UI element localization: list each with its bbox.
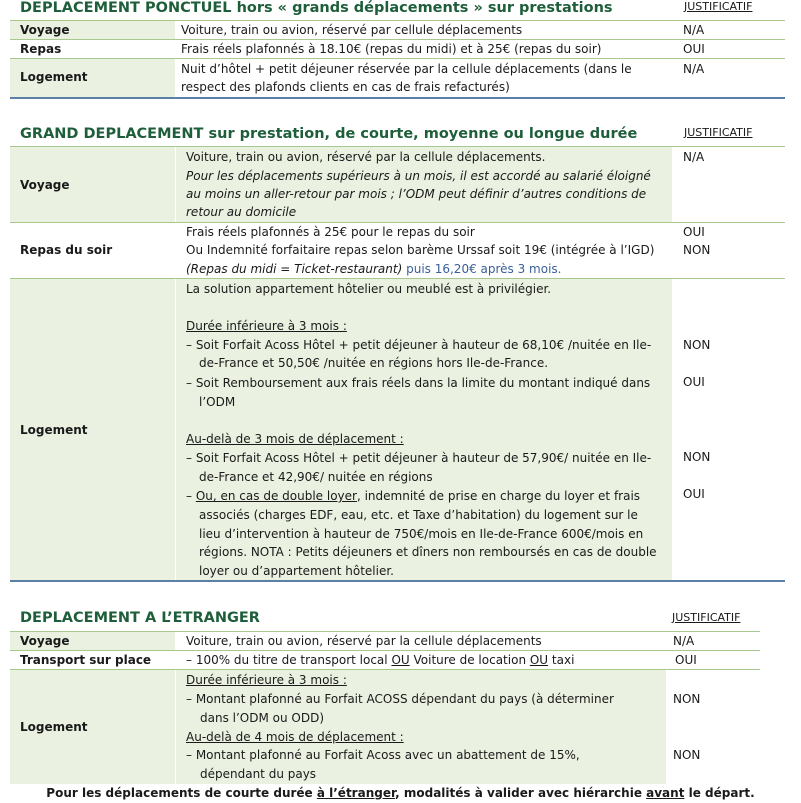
logement-b3-l2: de-France et 42,90€/ nuitée en régions xyxy=(199,470,433,484)
justif-repas-2: NON xyxy=(683,243,711,257)
voyage-italic-3: retour au domicile xyxy=(186,205,297,219)
transport-ou-1: OU xyxy=(391,653,410,667)
section-title-ponctuel: DEPLACEMENT PONCTUEL hors « grands déplacements » sur prestations xyxy=(20,0,613,16)
voyage-line: Voiture, train ou avion, réservé par la cellule déplacements. xyxy=(186,150,546,164)
row-label-logement: Logement xyxy=(20,70,88,84)
row-label-repas: Repas xyxy=(20,42,62,56)
voyage-italic-1: Pour les déplacements supérieurs à un mois, il est accordé au salarié éloigné xyxy=(186,169,651,183)
footer-note xyxy=(0,786,801,800)
logement-b2-l2: l’ODM xyxy=(199,395,236,409)
justif-voyage: N/A xyxy=(683,23,705,37)
etranger-b2-l1: – Montant plafonné au Forfait Acoss avec un abattement de 15%, xyxy=(186,748,580,762)
section-title-etranger: DEPLACEMENT A L’ETRANGER xyxy=(20,610,260,626)
row-label-repas-soir: Repas du soir xyxy=(20,243,113,257)
justif-etranger-b2: NON xyxy=(673,748,701,762)
footer-part-d: avant xyxy=(646,786,685,800)
etranger-voyage-text: Voiture, train ou avion, réservé par la cellule déplacements xyxy=(186,634,542,648)
repas-after-3-months: puis 16,20€ après 3 mois. xyxy=(402,262,562,276)
voyage-italic-2: au moins un aller-retour par mois ; l’ODM peut définir d’autres conditions de xyxy=(186,187,647,201)
justif-etranger-voyage: N/A xyxy=(673,634,695,648)
justif-etranger-b1: NON xyxy=(673,692,701,706)
logement-b4-l2: associés (charges EDF, eau, etc. et Taxe d’habitation) du logement sur le xyxy=(199,508,638,522)
repas-line-3 xyxy=(186,260,562,278)
justificatif-header: JUSTIFICATIF xyxy=(684,0,753,13)
etranger-sub-over-4: Au-delà de 4 mois de déplacement : xyxy=(186,730,404,744)
etranger-b1-l2: dans l’ODM ou ODD) xyxy=(200,711,325,725)
section-title-grand: GRAND DEPLACEMENT sur prestation, de courte, moyenne ou longue durée xyxy=(20,126,638,142)
logement-b1-l2: de-France et 50,50€ /nuitée en régions hors Ile-de-France. xyxy=(199,356,549,370)
logement-sub-under-3: Durée inférieure à 3 mois : xyxy=(186,319,347,333)
footer-part-c: , modalités à valider avec hiérarchie xyxy=(395,786,647,800)
row-label-logement: Logement xyxy=(20,720,88,734)
footer-part-e: le départ. xyxy=(684,786,755,800)
justif-transport: OUI xyxy=(675,653,697,667)
footer-part-a: Pour les déplacements de courte durée xyxy=(46,786,317,800)
repas-midi-note: (Repas du midi = Ticket-restaurant) xyxy=(186,262,403,276)
etranger-b2-l2: dépendant du pays xyxy=(200,767,317,781)
transport-part-1: – 100% du titre de transport local xyxy=(186,653,392,667)
transport-text xyxy=(186,651,574,669)
justif-voyage: N/A xyxy=(683,150,705,164)
row-text-repas: Frais réels plafonnés à 18.10€ (repas du midi) et à 25€ (repas du soir) xyxy=(181,42,602,56)
row-text-voyage: Voiture, train ou avion, réservé par cellule déplacements xyxy=(181,23,523,37)
repas-line-1: Frais réels plafonnés à 25€ pour le repas du soir xyxy=(186,225,475,239)
transport-ou-2: OU xyxy=(529,653,549,667)
justificatif-header: JUSTIFICATIF xyxy=(672,611,741,624)
double-loyer-text: Ou, en cas de double loyer xyxy=(195,489,357,503)
logement-sub-over-3: Au-delà de 3 mois de déplacement : xyxy=(186,432,404,446)
section-bottom-rule xyxy=(10,97,785,99)
logement-b1-l1: – Soit Forfait Acoss Hôtel + petit déjeuner à hauteur de 68,10€ /nuitée en Ile- xyxy=(186,338,652,352)
repas-line-2: Ou Indemnité forfaitaire repas selon barème Urssaf soit 19€ (intégrée à l’IGD) xyxy=(186,243,655,257)
etranger-sub-under-3: Durée inférieure à 3 mois : xyxy=(186,673,347,687)
row-text-logement-2: respect des plafonds clients en cas de frais refacturés) xyxy=(181,80,510,94)
justif-repas-1: OUI xyxy=(683,225,705,239)
logement-b4-l5: loyer ou d’appartement hôtelier. xyxy=(199,564,394,578)
justif-logement-b3: NON xyxy=(683,450,711,464)
logement-b4-l3: lieu d’intervention à hauteur de 750€/mois en Ile-de-France 600€/mois en xyxy=(199,527,644,541)
logement-b4-l4: régions. NOTA : Petits déjeuners et dîners non remboursés en cas de double xyxy=(199,545,657,559)
etranger-b1-l1: – Montant plafonné au Forfait ACOSS dépendant du pays (à déterminer xyxy=(186,692,614,706)
justificatif-header: JUSTIFICATIF xyxy=(684,126,753,139)
row-label-transport: Transport sur place xyxy=(20,653,152,667)
justif-logement-b2: OUI xyxy=(683,375,705,389)
transport-part-2: Voiture de location xyxy=(409,653,530,667)
row-label-voyage: Voyage xyxy=(20,23,70,37)
logement-b4-l1-rest: , indemnité de prise en charge du loyer et frais xyxy=(356,489,641,503)
justif-logement-b4: OUI xyxy=(683,487,705,501)
justif-logement: N/A xyxy=(683,62,705,76)
logement-b2-l1: – Soit Remboursement aux frais réels dans la limite du montant indiqué dans xyxy=(186,376,651,390)
row-label-voyage: Voyage xyxy=(20,634,70,648)
footer-part-b: à l’étranger xyxy=(316,786,396,800)
justif-logement-b1: NON xyxy=(683,338,711,352)
row-label-logement: Logement xyxy=(20,423,88,437)
logement-b4-l1: – Ou, en cas de double loyer, indemnité de prise en charge du loyer et frais xyxy=(186,489,641,503)
section-bottom-rule xyxy=(10,580,785,582)
justif-repas: OUI xyxy=(683,42,705,56)
logement-intro: La solution appartement hôtelier ou meublé est à privilégier. xyxy=(186,282,552,296)
transport-part-3: taxi xyxy=(548,653,575,667)
row-label-voyage: Voyage xyxy=(20,178,70,192)
row-text-logement-1: Nuit d’hôtel + petit déjeuner réservée par la cellule déplacements (dans le xyxy=(181,62,632,76)
logement-b3-l1: – Soit Forfait Acoss Hôtel + petit déjeuner à hauteur de 57,90€/ nuitée en Ile- xyxy=(186,451,652,465)
